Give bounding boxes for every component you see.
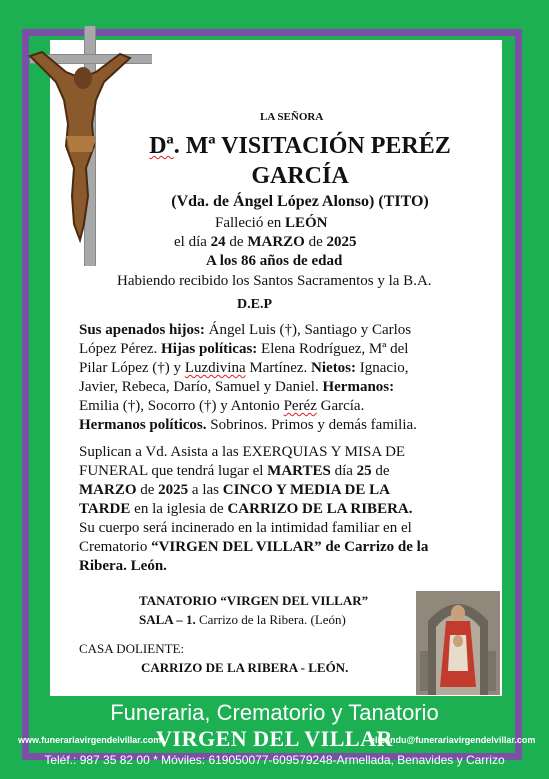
family-line-6: Hermanos políticos. Sobrinos. Primos y demás familia. bbox=[79, 417, 417, 433]
widow-line: (Vda. de Ángel López Alonso) (TITO) bbox=[171, 193, 429, 210]
tanatorio-sala: SALA – 1. Carrizo de la Ribera. (León) bbox=[139, 612, 346, 627]
casa-doliente-place: CARRIZO DE LA RIBERA - LEÓN. bbox=[141, 660, 349, 675]
family-line-4: Javier, Rebeca, Darío, Samuel y Daniel. Hermanos: bbox=[79, 379, 395, 395]
deceased-name-line2: GARCÍA bbox=[251, 163, 349, 189]
funeral-line-4: TARDE en la iglesia de CARRIZO DE LA RIBERA. bbox=[79, 501, 413, 517]
funeral-line-3: MARZO de 2025 a las CINCO Y MEDIA DE LA bbox=[79, 482, 390, 498]
funeral-line-6: Crematorio “VIRGEN DEL VILLAR” de Carrizo de la bbox=[79, 539, 429, 555]
death-place-line: Falleció en LEÓN bbox=[215, 215, 328, 231]
footer-web-link[interactable]: www.funerariavirgendelvillar.com bbox=[18, 735, 162, 745]
funeral-line-2: FUNERAL que tendrá lugar el MARTES día 25 de bbox=[79, 463, 390, 479]
family-line-2: López Pérez. Hijas políticas: Elena Rodríguez, Mª del bbox=[79, 341, 409, 357]
funeral-line-5: Su cuerpo será incinerado en la intimidad familiar en el bbox=[79, 520, 412, 536]
deceased-name-line1 bbox=[100, 133, 500, 160]
funeral-line-1: Suplican a Vd. Asista a las EXERQUIAS Y MISA DE bbox=[79, 444, 406, 460]
rip-line: D.E.P bbox=[237, 297, 272, 312]
tanatorio-name: TANATORIO “VIRGEN DEL VILLAR” bbox=[139, 593, 369, 608]
footer-email-link[interactable]: elisandu@funerariavirgendelvillar.com bbox=[370, 735, 536, 745]
footer-phones: Teléf.: 987 35 82 00 * Móviles: 619050077-609579248-Armellada, Benavides y Carrizo bbox=[44, 753, 505, 767]
casa-doliente-label: CASA DOLIENTE: bbox=[79, 641, 185, 656]
footer-banner: Funeraria, Crematorio y Tanatorio bbox=[110, 700, 439, 725]
death-date-line: el día 24 de MARZO de 2025 bbox=[174, 234, 357, 250]
sacraments-line: Habiendo recibido los Santos Sacramentos y la B.A. bbox=[117, 273, 432, 289]
name-rest: . Mª VISITACIÓN PERÉZ bbox=[173, 133, 451, 159]
name-dna: Dª bbox=[149, 133, 174, 159]
age-line: A los 86 años de edad bbox=[206, 253, 343, 269]
title-label: LA SEÑORA bbox=[260, 111, 324, 123]
family-line-5: Emilia (†), Socorro (†) y Antonio Peréz García. bbox=[79, 398, 365, 414]
footer-brand: VIRGEN DEL VILLAR bbox=[156, 726, 393, 751]
funeral-line-7: Ribera. León. bbox=[79, 558, 167, 574]
virgin-statue-image bbox=[416, 591, 500, 695]
virgin-statue-photo bbox=[416, 591, 500, 695]
family-line-1: Sus apenados hijos: Ángel Luis (†), Santiago y Carlos bbox=[79, 322, 412, 338]
family-line-3: Pilar López (†) y Luzdivina Martínez. Nietos: Ignacio, bbox=[79, 360, 409, 376]
